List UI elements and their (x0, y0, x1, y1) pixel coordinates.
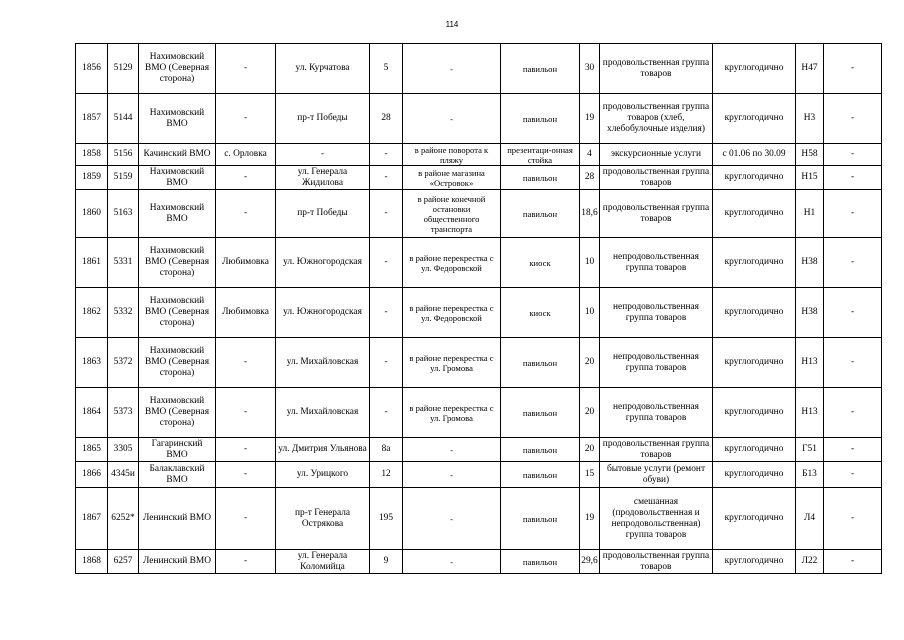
cell-zone-code: Н38 (796, 288, 824, 338)
cell-house-number: - (370, 338, 403, 388)
cell-zone-code: Б13 (796, 462, 824, 488)
cell-specialization: продовольственная группа товаров (600, 44, 713, 94)
cell-object-code: 5332 (108, 288, 139, 338)
cell-zone-code: Л4 (796, 488, 824, 550)
cell-period: с 01.06 по 30.09 (713, 144, 796, 166)
cell-object-type: павильон (501, 94, 580, 144)
cell-house-number: 5 (370, 44, 403, 94)
cell-street: ул. Генерала Коломийца (276, 550, 370, 574)
cell-landmark: в районе магазина «Островок» (403, 166, 501, 190)
cell-zone-code: Н47 (796, 44, 824, 94)
cell-row-number: 1866 (76, 462, 108, 488)
cell-specialization: непродовольственная группа товаров (600, 238, 713, 288)
cell-locality: - (216, 44, 276, 94)
cell-house-number: - (370, 144, 403, 166)
cell-specialization: непродовольственная группа товаров (600, 288, 713, 338)
cell-locality: - (216, 166, 276, 190)
cell-note: - (824, 438, 882, 462)
cell-district: Нахимовский ВМО (Северная сторона) (139, 288, 216, 338)
cell-district: Нахимовский ВМО (Северная сторона) (139, 338, 216, 388)
cell-landmark: в районе перекрестка с ул. Громова (403, 388, 501, 438)
cell-house-number: 28 (370, 94, 403, 144)
cell-period: круглогодично (713, 438, 796, 462)
cell-object-code: 5331 (108, 238, 139, 288)
cell-period: круглогодично (713, 550, 796, 574)
cell-object-type: павильон (501, 462, 580, 488)
cell-area: 19 (580, 94, 600, 144)
cell-object-type: павильон (501, 166, 580, 190)
cell-note: - (824, 388, 882, 438)
table-row (76, 388, 882, 438)
cell-landmark: - (403, 44, 501, 94)
table-row (76, 144, 882, 166)
cell-landmark: - (403, 94, 501, 144)
cell-specialization: продовольственная группа товаров (600, 166, 713, 190)
table-row (76, 94, 882, 144)
cell-area: 20 (580, 438, 600, 462)
cell-area: 10 (580, 288, 600, 338)
cell-landmark: в районе перекрестка с ул. Федоровской (403, 288, 501, 338)
cell-zone-code: Н1 (796, 190, 824, 238)
cell-object-type: павильон (501, 190, 580, 238)
cell-street: пр-т Генерала Острякова (276, 488, 370, 550)
cell-object-type: презентаци-онная стойка (501, 144, 580, 166)
cell-period: круглогодично (713, 488, 796, 550)
table-row (76, 462, 882, 488)
cell-row-number: 1858 (76, 144, 108, 166)
cell-landmark: в районе перекрестка с ул. Громова (403, 338, 501, 388)
cell-period: круглогодично (713, 166, 796, 190)
cell-specialization: продовольственная группа товаров (600, 550, 713, 574)
cell-object-code: 5129 (108, 44, 139, 94)
cell-area: 29,6 (580, 550, 600, 574)
cell-district: Гагаринский ВМО (139, 438, 216, 462)
cell-district: Нахимовский ВМО (139, 190, 216, 238)
cell-house-number: - (370, 166, 403, 190)
cell-zone-code: Н3 (796, 94, 824, 144)
cell-area: 18,6 (580, 190, 600, 238)
cell-object-type: павильон (501, 488, 580, 550)
cell-landmark: - (403, 488, 501, 550)
cell-area: 30 (580, 44, 600, 94)
cell-period: круглогодично (713, 190, 796, 238)
cell-locality: - (216, 462, 276, 488)
cell-note: - (824, 166, 882, 190)
cell-note: - (824, 144, 882, 166)
cell-note: - (824, 44, 882, 94)
cell-object-type: павильон (501, 388, 580, 438)
cell-street: ул. Михайловская (276, 388, 370, 438)
cell-area: 15 (580, 462, 600, 488)
cell-landmark: в районе поворота к пляжу (403, 144, 501, 166)
cell-street: ул. Урицкого (276, 462, 370, 488)
cell-note: - (824, 238, 882, 288)
cell-district: Нахимовский ВМО (Северная сторона) (139, 388, 216, 438)
cell-district: Нахимовский ВМО (Северная сторона) (139, 238, 216, 288)
table-body (76, 44, 882, 574)
cell-house-number: - (370, 190, 403, 238)
cell-specialization: продовольственная группа товаров (600, 190, 713, 238)
cell-house-number: - (370, 388, 403, 438)
cell-locality: - (216, 94, 276, 144)
cell-object-code: 5144 (108, 94, 139, 144)
cell-district: Нахимовский ВМО (139, 166, 216, 190)
cell-zone-code: Н58 (796, 144, 824, 166)
cell-area: 20 (580, 338, 600, 388)
cell-area: 20 (580, 388, 600, 438)
cell-zone-code: Н13 (796, 388, 824, 438)
table-row (76, 550, 882, 574)
cell-object-type: киоск (501, 238, 580, 288)
cell-zone-code: Н13 (796, 338, 824, 388)
table-row (76, 338, 882, 388)
table-row (76, 44, 882, 94)
cell-street: ул. Южногородская (276, 238, 370, 288)
trade-objects-table (75, 43, 882, 574)
cell-street: ул. Михайловская (276, 338, 370, 388)
cell-locality: Любимовка (216, 238, 276, 288)
cell-specialization: непродовольственная группа товаров (600, 338, 713, 388)
cell-object-type: павильон (501, 550, 580, 574)
cell-house-number: 195 (370, 488, 403, 550)
cell-house-number: 8а (370, 438, 403, 462)
cell-period: круглогодично (713, 338, 796, 388)
cell-locality: - (216, 388, 276, 438)
cell-object-type: павильон (501, 44, 580, 94)
cell-district: Балаклавский ВМО (139, 462, 216, 488)
cell-locality: - (216, 550, 276, 574)
cell-landmark: в районе перекрестка с ул. Федоровской (403, 238, 501, 288)
cell-row-number: 1857 (76, 94, 108, 144)
cell-specialization: продовольственная группа товаров (600, 438, 713, 462)
cell-street: ул. Курчатова (276, 44, 370, 94)
cell-street: пр-т Победы (276, 94, 370, 144)
cell-locality: - (216, 190, 276, 238)
cell-note: - (824, 338, 882, 388)
cell-period: круглогодично (713, 238, 796, 288)
cell-zone-code: Л22 (796, 550, 824, 574)
cell-specialization: смешанная (продовольственная и непродовольственная) группа товаров (600, 488, 713, 550)
cell-object-code: 5156 (108, 144, 139, 166)
cell-object-code: 5373 (108, 388, 139, 438)
cell-district: Ленинский ВМО (139, 550, 216, 574)
cell-specialization: непродовольственная группа товаров (600, 388, 713, 438)
cell-period: круглогодично (713, 288, 796, 338)
cell-locality: с. Орловка (216, 144, 276, 166)
cell-object-type: киоск (501, 288, 580, 338)
cell-period: круглогодично (713, 388, 796, 438)
cell-landmark: - (403, 550, 501, 574)
cell-note: - (824, 462, 882, 488)
cell-locality: - (216, 438, 276, 462)
cell-row-number: 1863 (76, 338, 108, 388)
cell-object-code: 6257 (108, 550, 139, 574)
cell-object-code: 5163 (108, 190, 139, 238)
cell-object-type: павильон (501, 338, 580, 388)
cell-district: Качинский ВМО (139, 144, 216, 166)
cell-area: 10 (580, 238, 600, 288)
cell-note: - (824, 550, 882, 574)
cell-period: круглогодично (713, 44, 796, 94)
cell-district: Ленинский ВМО (139, 488, 216, 550)
cell-row-number: 1860 (76, 190, 108, 238)
table-row (76, 438, 882, 462)
cell-landmark: в районе конечной остановки общественного транспорта (403, 190, 501, 238)
cell-street: пр-т Победы (276, 190, 370, 238)
cell-object-code: 3305 (108, 438, 139, 462)
cell-landmark: - (403, 438, 501, 462)
cell-row-number: 1856 (76, 44, 108, 94)
cell-object-code: 6252* (108, 488, 139, 550)
cell-district: Нахимовский ВМО (Северная сторона) (139, 44, 216, 94)
cell-row-number: 1868 (76, 550, 108, 574)
cell-house-number: - (370, 288, 403, 338)
cell-object-type: павильон (501, 438, 580, 462)
table-row (76, 288, 882, 338)
cell-area: 19 (580, 488, 600, 550)
cell-object-code: 5372 (108, 338, 139, 388)
cell-row-number: 1859 (76, 166, 108, 190)
cell-note: - (824, 288, 882, 338)
table-row (76, 488, 882, 550)
cell-note: - (824, 94, 882, 144)
cell-area: 28 (580, 166, 600, 190)
cell-street: ул. Генерала Жидилова (276, 166, 370, 190)
cell-house-number: 12 (370, 462, 403, 488)
cell-area: 4 (580, 144, 600, 166)
cell-street: ул. Дмитрия Ульянова (276, 438, 370, 462)
cell-row-number: 1867 (76, 488, 108, 550)
cell-row-number: 1864 (76, 388, 108, 438)
cell-note: - (824, 488, 882, 550)
cell-zone-code: Н15 (796, 166, 824, 190)
cell-object-code: 5159 (108, 166, 139, 190)
page-number: 114 (445, 20, 459, 29)
cell-specialization: продовольственная группа товаров (хлеб, хлебобулочные изделия) (600, 94, 713, 144)
cell-note: - (824, 190, 882, 238)
cell-district: Нахимовский ВМО (139, 94, 216, 144)
cell-row-number: 1861 (76, 238, 108, 288)
cell-house-number: - (370, 238, 403, 288)
cell-zone-code: Н38 (796, 238, 824, 288)
cell-locality: Любимовка (216, 288, 276, 338)
table-row (76, 238, 882, 288)
cell-row-number: 1865 (76, 438, 108, 462)
cell-object-code: 4345и (108, 462, 139, 488)
cell-specialization: экскурсионные услуги (600, 144, 713, 166)
cell-locality: - (216, 488, 276, 550)
cell-house-number: 9 (370, 550, 403, 574)
cell-row-number: 1862 (76, 288, 108, 338)
cell-street: - (276, 144, 370, 166)
cell-landmark: - (403, 462, 501, 488)
cell-zone-code: Г51 (796, 438, 824, 462)
cell-period: круглогодично (713, 462, 796, 488)
table-row (76, 166, 882, 190)
cell-specialization: бытовые услуги (ремонт обуви) (600, 462, 713, 488)
cell-period: круглогодично (713, 94, 796, 144)
cell-locality: - (216, 338, 276, 388)
cell-street: ул. Южногородская (276, 288, 370, 338)
table-row (76, 190, 882, 238)
